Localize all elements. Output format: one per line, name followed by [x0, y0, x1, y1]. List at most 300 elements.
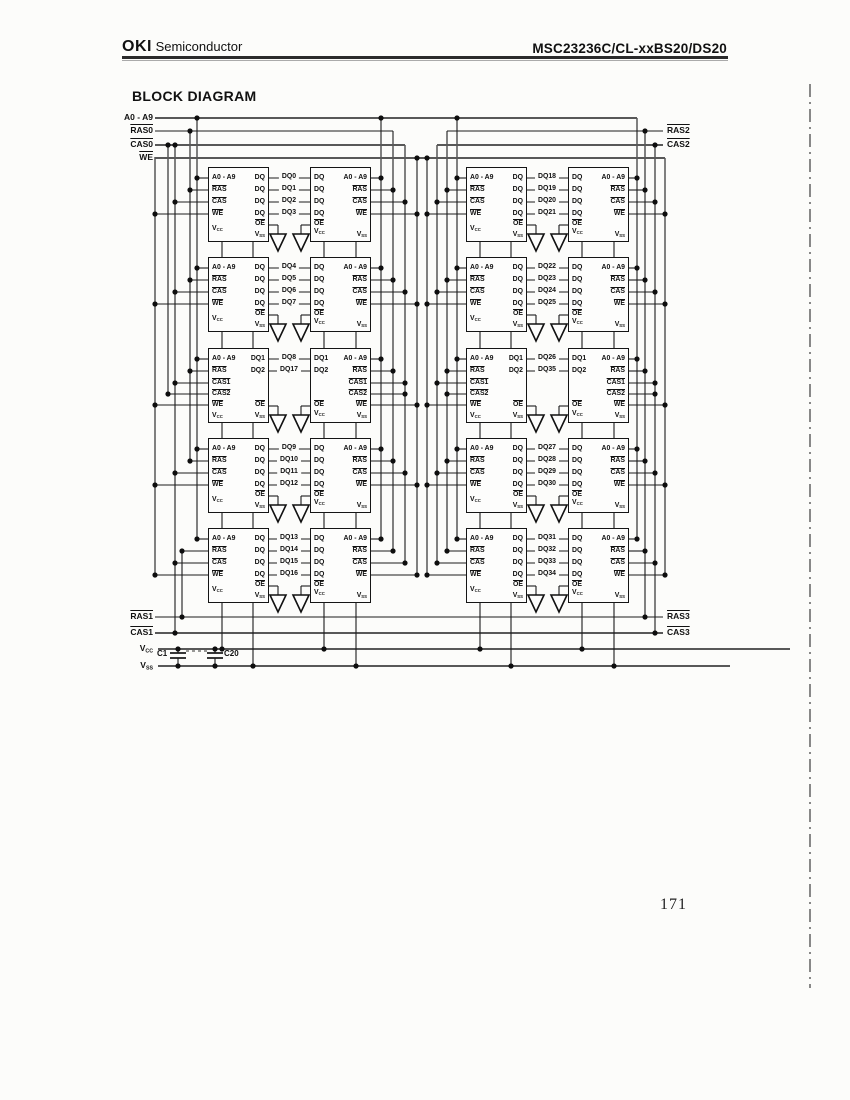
- page-title: BLOCK DIAGRAM: [132, 88, 257, 104]
- junction-dot: [642, 548, 647, 553]
- junction-dot: [187, 458, 192, 463]
- pin-label: $\overline{OE}$: [572, 220, 582, 227]
- pin-label: $V_{CC}$: [572, 318, 583, 326]
- pin-label: $\overline{RAS}$: [610, 547, 625, 554]
- pin-label: DQ: [254, 481, 265, 488]
- pin-label: DQ: [512, 559, 523, 566]
- pin-label: $\overline{OE}$: [513, 220, 523, 227]
- open-drain-triangle-icon: [551, 595, 567, 612]
- open-drain-triangle-icon: [528, 234, 544, 251]
- pin-label: A0 - A9: [470, 355, 494, 362]
- signal-label-ras2: RAS2: [667, 125, 690, 135]
- pin-label: $\overline{OE}$: [572, 310, 582, 317]
- junction-dot: [579, 646, 584, 651]
- pin-label: $\overline{WE}$: [212, 481, 224, 488]
- junction-dot: [642, 277, 647, 282]
- pin-label: $V_{SS}$: [614, 231, 625, 239]
- junction-dot: [424, 155, 429, 160]
- pin-label: $\overline{OE}$: [255, 310, 265, 317]
- junction-dot: [642, 128, 647, 133]
- pin-label: DQ: [254, 198, 265, 205]
- pin-label: $V_{CC}$: [572, 410, 583, 418]
- pin-label: $V_{SS}$: [356, 412, 367, 420]
- junction-dot: [378, 175, 383, 180]
- brand-oki: OKI: [122, 38, 152, 55]
- pin-label: DQ: [254, 288, 265, 295]
- junction-dot: [652, 289, 657, 294]
- pin-label: $\overline{OE}$: [513, 491, 523, 498]
- dq-net-label: DQ7: [279, 300, 299, 307]
- signal-label-cas0: CAS0: [130, 139, 153, 149]
- pin-label: DQ: [572, 457, 583, 464]
- brand-suffix: Semiconductor: [151, 39, 243, 54]
- signal-label-cas1: CAS1: [130, 627, 153, 637]
- pin-label: DQ: [314, 186, 325, 193]
- pin-label: DQ: [254, 445, 265, 452]
- junction-dot: [424, 402, 429, 407]
- pin-label: $\overline{CAS}$: [352, 198, 367, 205]
- dq-net-label: DQ29: [535, 469, 559, 476]
- pin-label: $\overline{OE}$: [513, 310, 523, 317]
- pin-label: DQ: [254, 571, 265, 578]
- pin-label: $\overline{RAS}$: [352, 547, 367, 554]
- pin-label: $\overline{RAS}$: [212, 276, 227, 283]
- pin-label: $\overline{OE}$: [255, 220, 265, 227]
- junction-dot: [652, 391, 657, 396]
- junction-dot: [414, 211, 419, 216]
- pin-label: DQ: [572, 445, 583, 452]
- junction-dot: [454, 115, 459, 120]
- pin-label: DQ1: [250, 355, 265, 362]
- pin-label: $V_{SS}$: [254, 592, 265, 600]
- pin-label: $\overline{WE}$: [613, 401, 625, 408]
- junction-dot: [444, 277, 449, 282]
- pin-label: $\overline{CAS}$: [352, 288, 367, 295]
- pin-label: DQ: [512, 445, 523, 452]
- pin-label: A0 - A9: [212, 174, 236, 181]
- pin-label: $\overline{RAS}$: [610, 276, 625, 283]
- junction-dot: [187, 187, 192, 192]
- junction-dot: [353, 663, 358, 668]
- junction-dot: [424, 482, 429, 487]
- part-number: MSC23236C/CL-xxBS20/DS20: [532, 41, 727, 56]
- pin-label: DQ: [572, 288, 583, 295]
- pin-label: $\overline{RAS}$: [352, 457, 367, 464]
- pin-label: DQ: [512, 210, 523, 217]
- pin-label: DQ: [572, 571, 583, 578]
- dq-net-label: DQ28: [535, 457, 559, 464]
- pin-label: DQ: [314, 547, 325, 554]
- pin-label: $\overline{WE}$: [212, 401, 224, 408]
- junction-dot: [402, 289, 407, 294]
- dq-net-label: DQ17: [277, 367, 301, 374]
- junction-dot: [172, 142, 177, 147]
- signal-label-cas2: CAS2: [667, 139, 690, 149]
- junction-dot: [390, 548, 395, 553]
- junction-dot: [414, 482, 419, 487]
- dq-net-label: DQ10: [277, 457, 301, 464]
- pin-label: $\overline{RAS}$: [610, 367, 625, 374]
- junction-dot: [152, 572, 157, 577]
- junction-dot: [250, 663, 255, 668]
- pin-label: DQ: [314, 457, 325, 464]
- junction-dot: [508, 663, 513, 668]
- pin-label: $V_{CC}$: [314, 318, 325, 326]
- pin-label: DQ: [512, 481, 523, 488]
- junction-dot: [175, 646, 180, 651]
- dq-net-label: DQ8: [279, 355, 299, 362]
- junction-dot: [187, 277, 192, 282]
- pin-label: DQ2: [508, 367, 523, 374]
- pin-label: DQ: [314, 571, 325, 578]
- junction-dot: [634, 446, 639, 451]
- pin-label: $\overline{WE}$: [613, 210, 625, 217]
- pin-label: $\overline{CAS}$: [352, 469, 367, 476]
- junction-dot: [454, 356, 459, 361]
- junction-dot: [634, 356, 639, 361]
- pin-label: $V_{SS}$: [356, 321, 367, 329]
- dq-net-label: DQ11: [277, 469, 301, 476]
- pin-label: CAS2: [348, 390, 367, 397]
- pin-label: $\overline{WE}$: [355, 300, 367, 307]
- pin-label: DQ: [254, 264, 265, 271]
- pin-label: $\overline{WE}$: [355, 481, 367, 488]
- junction-dot: [212, 646, 217, 651]
- pin-label: CAS1: [470, 379, 489, 386]
- pin-label: $V_{CC}$: [212, 496, 223, 504]
- pin-label: $V_{CC}$: [314, 499, 325, 507]
- junction-dot: [378, 356, 383, 361]
- dq-net-label: DQ30: [535, 481, 559, 488]
- pin-label: $V_{SS}$: [614, 592, 625, 600]
- open-drain-triangle-icon: [528, 324, 544, 341]
- dq-net-label: DQ9: [279, 445, 299, 452]
- pin-label: DQ: [314, 469, 325, 476]
- pin-label: $\overline{RAS}$: [470, 186, 485, 193]
- pin-label: $\overline{OE}$: [314, 401, 324, 408]
- pin-label: A0 - A9: [343, 445, 367, 452]
- pin-label: A0 - A9: [601, 264, 625, 271]
- junction-dot: [642, 614, 647, 619]
- junction-dot: [454, 446, 459, 451]
- pin-label: $\overline{WE}$: [613, 300, 625, 307]
- pin-label: $\overline{OE}$: [572, 581, 582, 588]
- pin-label: DQ: [254, 210, 265, 217]
- pin-label: $\overline{CAS}$: [212, 288, 227, 295]
- junction-dot: [194, 536, 199, 541]
- pin-label: DQ: [314, 481, 325, 488]
- dq-net-label: DQ4: [279, 264, 299, 271]
- junction-dot: [390, 368, 395, 373]
- pin-label: DQ: [512, 264, 523, 271]
- pin-label: $\overline{OE}$: [314, 581, 324, 588]
- dq-net-label: DQ3: [279, 210, 299, 217]
- open-drain-triangle-icon: [528, 505, 544, 522]
- pin-label: $\overline{CAS}$: [470, 198, 485, 205]
- pin-label: $\overline{CAS}$: [212, 559, 227, 566]
- junction-dot: [194, 115, 199, 120]
- pin-label: DQ: [314, 198, 325, 205]
- open-drain-triangle-icon: [270, 234, 286, 251]
- junction-dot: [179, 614, 184, 619]
- pin-label: $\overline{OE}$: [513, 401, 523, 408]
- junction-dot: [212, 663, 217, 668]
- pin-label: DQ: [314, 174, 325, 181]
- dq-net-label: DQ1: [279, 186, 299, 193]
- pin-label: A0 - A9: [470, 174, 494, 181]
- junction-dot: [444, 458, 449, 463]
- pin-label: DQ: [512, 276, 523, 283]
- open-drain-triangle-icon: [293, 234, 309, 251]
- pin-label: DQ2: [250, 367, 265, 374]
- dq-net-label: DQ12: [277, 481, 301, 488]
- pin-label: DQ: [512, 300, 523, 307]
- pin-label: $\overline{RAS}$: [212, 186, 227, 193]
- junction-dot: [152, 301, 157, 306]
- junction-dot: [402, 199, 407, 204]
- junction-dot: [642, 187, 647, 192]
- pin-label: DQ1: [314, 355, 329, 362]
- open-drain-triangle-icon: [551, 505, 567, 522]
- pin-label: DQ: [254, 174, 265, 181]
- pin-label: $\overline{OE}$: [255, 581, 265, 588]
- dq-net-label: DQ16: [277, 571, 301, 578]
- pin-label: DQ: [512, 198, 523, 205]
- open-drain-triangle-icon: [528, 415, 544, 432]
- junction-dot: [454, 536, 459, 541]
- pin-label: DQ: [512, 547, 523, 554]
- pin-label: A0 - A9: [212, 445, 236, 452]
- page-number: 171: [660, 896, 687, 913]
- pin-label: $\overline{OE}$: [572, 491, 582, 498]
- junction-dot: [662, 482, 667, 487]
- dq-net-label: DQ22: [535, 264, 559, 271]
- pin-label: A0 - A9: [212, 264, 236, 271]
- junction-dot: [434, 289, 439, 294]
- pin-label: DQ: [314, 445, 325, 452]
- junction-dot: [172, 199, 177, 204]
- junction-dot: [662, 402, 667, 407]
- pin-label: A0 - A9: [212, 355, 236, 362]
- junction-dot: [642, 368, 647, 373]
- pin-label: CAS1: [606, 379, 625, 386]
- pin-label: $\overline{OE}$: [314, 491, 324, 498]
- junction-dot: [652, 560, 657, 565]
- signal-label-ras0: RAS0: [130, 125, 153, 135]
- pin-label: $\overline{CAS}$: [610, 288, 625, 295]
- junction-dot: [402, 380, 407, 385]
- junction-dot: [152, 211, 157, 216]
- pin-label: $\overline{WE}$: [470, 300, 482, 307]
- pin-label: DQ: [572, 186, 583, 193]
- pin-label: A0 - A9: [601, 355, 625, 362]
- pin-label: $V_{SS}$: [512, 412, 523, 420]
- pin-label: DQ: [254, 300, 265, 307]
- pin-label: DQ2: [314, 367, 329, 374]
- signal-label-vss: $V_{SS}$: [140, 660, 153, 672]
- pin-label: $\overline{RAS}$: [212, 457, 227, 464]
- junction-dot: [652, 142, 657, 147]
- pin-label: DQ: [572, 481, 583, 488]
- open-drain-triangle-icon: [293, 324, 309, 341]
- junction-dot: [662, 211, 667, 216]
- pin-label: $\overline{RAS}$: [470, 547, 485, 554]
- open-drain-triangle-icon: [270, 415, 286, 432]
- junction-dot: [444, 368, 449, 373]
- junction-dot: [634, 536, 639, 541]
- junction-dot: [321, 646, 326, 651]
- pin-label: A0 - A9: [470, 535, 494, 542]
- junction-dot: [194, 446, 199, 451]
- pin-label: DQ: [512, 457, 523, 464]
- pin-label: $\overline{CAS}$: [212, 198, 227, 205]
- dq-net-label: DQ19: [535, 186, 559, 193]
- junction-dot: [434, 199, 439, 204]
- pin-label: DQ: [572, 174, 583, 181]
- pin-label: $V_{SS}$: [356, 592, 367, 600]
- pin-label: $V_{CC}$: [470, 315, 481, 323]
- capacitor-label-c1: C1: [157, 649, 168, 658]
- junction-dot: [444, 548, 449, 553]
- pin-label: DQ: [254, 547, 265, 554]
- pin-label: DQ: [512, 535, 523, 542]
- dq-net-label: DQ6: [279, 288, 299, 295]
- pin-label: $\overline{CAS}$: [470, 469, 485, 476]
- dq-net-label: DQ34: [535, 571, 559, 578]
- pin-label: $\overline{CAS}$: [610, 198, 625, 205]
- junction-dot: [434, 380, 439, 385]
- pin-label: CAS1: [212, 379, 231, 386]
- pin-label: $\overline{CAS}$: [470, 559, 485, 566]
- pin-label: $V_{CC}$: [314, 410, 325, 418]
- pin-label: $V_{CC}$: [314, 589, 325, 597]
- pin-label: DQ: [314, 264, 325, 271]
- pin-label: $\overline{OE}$: [255, 401, 265, 408]
- capacitor-label-c20: C20: [224, 649, 239, 658]
- dq-net-label: DQ20: [535, 198, 559, 205]
- dq-net-label: DQ23: [535, 276, 559, 283]
- pin-label: $\overline{RAS}$: [352, 186, 367, 193]
- pin-label: A0 - A9: [343, 535, 367, 542]
- pin-label: A0 - A9: [343, 355, 367, 362]
- junction-dot: [378, 115, 383, 120]
- signal-label-a0a9: A0 - A9: [124, 112, 153, 122]
- pin-label: CAS1: [348, 379, 367, 386]
- junction-dot: [424, 572, 429, 577]
- open-drain-triangle-icon: [528, 595, 544, 612]
- junction-dot: [179, 548, 184, 553]
- pin-label: $V_{SS}$: [356, 231, 367, 239]
- junction-dot: [634, 265, 639, 270]
- signal-label-ras1: RAS1: [130, 611, 153, 621]
- pin-label: $\overline{OE}$: [572, 401, 582, 408]
- pin-label: A0 - A9: [343, 264, 367, 271]
- pin-label: $V_{CC}$: [212, 586, 223, 594]
- pin-label: $V_{SS}$: [356, 502, 367, 510]
- pin-label: $\overline{WE}$: [355, 210, 367, 217]
- pin-label: DQ: [512, 469, 523, 476]
- pin-label: $\overline{OE}$: [314, 220, 324, 227]
- pin-label: $\overline{RAS}$: [352, 367, 367, 374]
- pin-label: CAS2: [470, 390, 489, 397]
- junction-dot: [634, 175, 639, 180]
- junction-dot: [414, 402, 419, 407]
- pin-label: $V_{SS}$: [614, 502, 625, 510]
- junction-dot: [652, 199, 657, 204]
- pin-label: $\overline{WE}$: [355, 571, 367, 578]
- open-drain-triangle-icon: [270, 595, 286, 612]
- pin-label: DQ: [254, 186, 265, 193]
- pin-label: DQ: [254, 457, 265, 464]
- pin-label: $\overline{OE}$: [513, 581, 523, 588]
- pin-label: DQ: [512, 571, 523, 578]
- pin-label: $\overline{RAS}$: [470, 457, 485, 464]
- pin-label: DQ: [572, 559, 583, 566]
- dq-net-label: DQ35: [535, 367, 559, 374]
- dq-net-label: DQ2: [279, 198, 299, 205]
- pin-label: $V_{CC}$: [470, 496, 481, 504]
- pin-label: DQ: [572, 276, 583, 283]
- open-drain-triangle-icon: [551, 234, 567, 251]
- dq-net-label: DQ15: [277, 559, 301, 566]
- pin-label: $\overline{WE}$: [470, 481, 482, 488]
- junction-dot: [152, 482, 157, 487]
- pin-label: DQ: [572, 535, 583, 542]
- pin-label: $V_{CC}$: [470, 412, 481, 420]
- pin-label: DQ: [512, 186, 523, 193]
- pin-label: A0 - A9: [601, 174, 625, 181]
- pin-label: DQ: [314, 559, 325, 566]
- pin-label: $V_{CC}$: [314, 228, 325, 236]
- pin-label: $\overline{RAS}$: [212, 547, 227, 554]
- pin-label: $V_{SS}$: [254, 321, 265, 329]
- pin-label: DQ: [572, 300, 583, 307]
- pin-label: DQ: [572, 264, 583, 271]
- junction-dot: [402, 470, 407, 475]
- pin-label: $V_{SS}$: [512, 321, 523, 329]
- junction-dot: [390, 458, 395, 463]
- dq-net-label: DQ0: [279, 174, 299, 181]
- junction-dot: [172, 630, 177, 635]
- junction-dot: [414, 572, 419, 577]
- pin-label: $V_{CC}$: [212, 412, 223, 420]
- junction-dot: [187, 128, 192, 133]
- junction-dot: [611, 663, 616, 668]
- pin-label: $\overline{WE}$: [470, 210, 482, 217]
- signal-label-vcc: $V_{CC}$: [139, 643, 153, 655]
- pin-label: DQ: [254, 559, 265, 566]
- pin-label: $V_{SS}$: [254, 231, 265, 239]
- pin-label: $\overline{CAS}$: [610, 559, 625, 566]
- pin-label: DQ: [314, 288, 325, 295]
- junction-dot: [172, 560, 177, 565]
- pin-label: DQ: [572, 469, 583, 476]
- pin-label: $V_{SS}$: [614, 412, 625, 420]
- dq-net-label: DQ14: [277, 547, 301, 554]
- junction-dot: [172, 380, 177, 385]
- pin-label: $\overline{CAS}$: [352, 559, 367, 566]
- pin-label: DQ: [314, 276, 325, 283]
- pin-label: DQ2: [572, 367, 587, 374]
- pin-label: DQ1: [508, 355, 523, 362]
- junction-dot: [378, 446, 383, 451]
- pin-label: $\overline{WE}$: [613, 481, 625, 488]
- pin-label: $V_{CC}$: [470, 586, 481, 594]
- junction-dot: [424, 211, 429, 216]
- pin-label: $\overline{RAS}$: [610, 186, 625, 193]
- pin-label: A0 - A9: [470, 445, 494, 452]
- junction-dot: [165, 391, 170, 396]
